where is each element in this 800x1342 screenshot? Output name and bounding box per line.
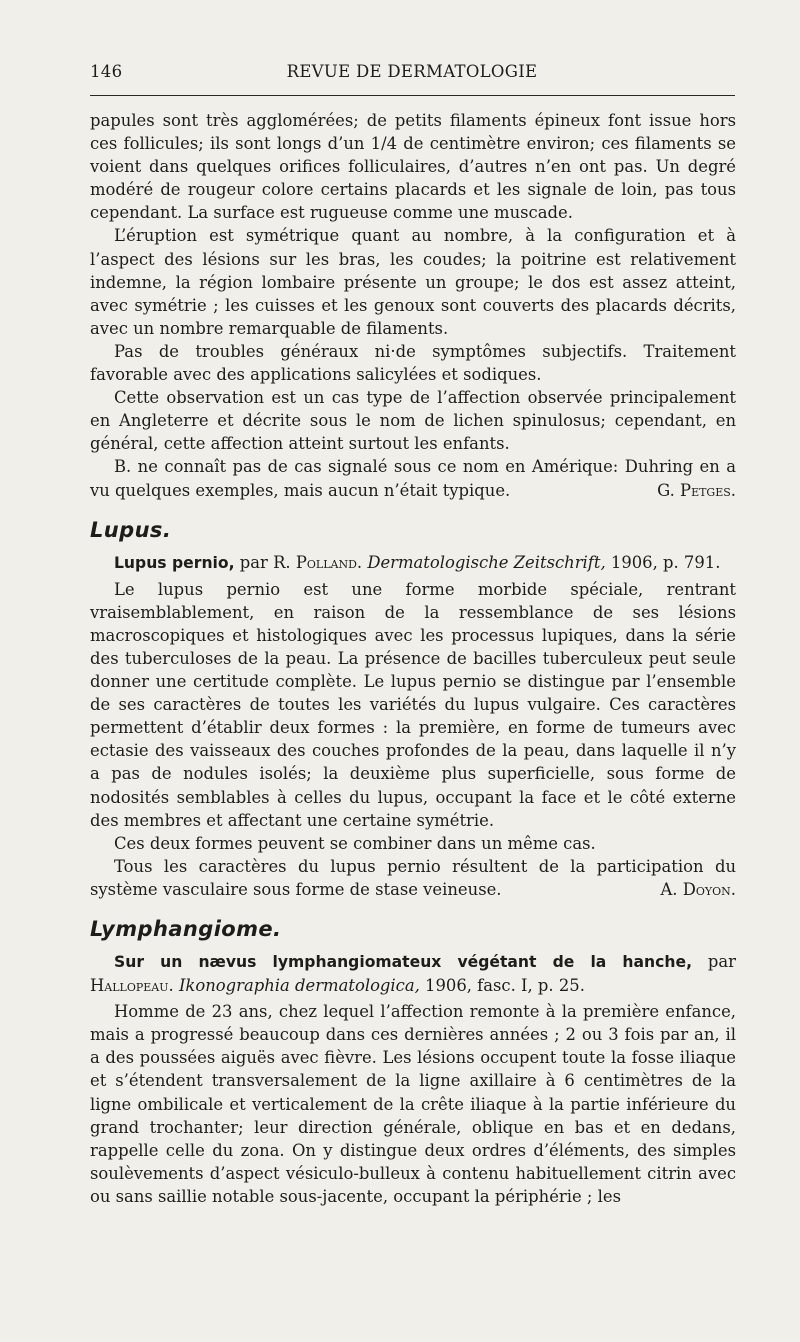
page-body xyxy=(90,109,736,1208)
article-title: Sur un nævus lymphangiomateux végétant de la hanche, xyxy=(114,953,692,971)
signature: A. Doyon. xyxy=(660,879,736,899)
paragraph-text: B. ne connaît pas de cas signalé sous ce nom en Amérique: Duhring en a vu quelques exemples, mais aucun n’était typique. xyxy=(90,457,736,500)
signature: G. Petges. xyxy=(657,480,736,500)
section-heading-lupus: Lupus. xyxy=(90,517,172,542)
article-reference xyxy=(90,950,736,997)
header-rule xyxy=(90,95,735,96)
citation: 1906, fasc. I, p. 25. xyxy=(425,976,585,996)
section-heading-lymphangiome: Lymphangiome. xyxy=(90,917,282,941)
journal-name: Dermatologische Zeitschrift, xyxy=(367,552,606,572)
byline-par: par xyxy=(239,552,268,572)
body-paragraph xyxy=(90,855,736,901)
page-number: 146 xyxy=(90,62,123,81)
body-paragraph: Homme de 23 ans, chez lequel l’affection remonte à la première enfance, mais a progressé beaucoup dans ces dernières années ; 2 ou 3 fois par an, il a des poussées aiguës avec fièvre. Les lésions occupent toute la fosse iliaque et s’étendent transversalement de la ligne axillaire à 6 centimètres de la ligne ombilicale et verticalement de la crête iliaque à la partie inférieure du grand trochanter; leur direction générale, oblique en bas et en dedans, rappelle celle du zona. On y distingue deux ordres d’éléments, des simples soulèvements d’aspect vésiculo-bulleux à contenu habituellement citrin avec ou sans saillie notable sous-jacente, occupant la périphérie ; les xyxy=(90,1002,736,1206)
running-head xyxy=(90,62,734,86)
journal-name: Ikonographia dermatologica, xyxy=(178,976,420,996)
body-paragraph xyxy=(90,455,736,501)
body-paragraph: Cette observation est un cas type de l’affection observée principalement en Angleterre et décrite sous le nom de lichen spinulosus; cependant, en général, cette affection atteint surtout les enfants. xyxy=(90,388,736,454)
body-paragraph: papules sont très agglomérées; de petits filaments épineux font issue hors ces follicules; ils sont longs d’un 1/4 de centimètre environ; ces filaments se voient dans quelques orifices folliculaires, d’autres n’en ont pas. Un degré modéré de rougeur colore certains placards et les signale de loin, pas tous cependant. La surface est rugueuse comme une muscade. xyxy=(90,111,736,223)
paragraph-text: Tous les caractères du lupus pernio résultent de la participation du système vasculaire sous forme de stase veineuse. xyxy=(90,856,736,899)
article-title: Lupus pernio, xyxy=(114,553,235,572)
citation: 1906, p. 791. xyxy=(610,552,721,572)
article-author: Hallopeau. xyxy=(90,976,174,996)
byline-par: par xyxy=(707,952,736,971)
journal-title: REVUE DE DERMATOLOGIE xyxy=(286,62,538,81)
body-paragraph: Le lupus pernio est une forme morbide spéciale, rentrant vraisemblablement, en raison de la ressemblance de ses lésions macroscopiques et histologiques avec les processus lupiques, dans la série des tuberculoses de la peau. La présence de bacilles tuberculeux peut seule donner une certitude complète. Le lupus pernio se distingue par l’ensemble de ses caractères de toutes les variétés du lupus vulgaire. Ces caractères permettent d’établir deux formes : la première, en forme de tumeurs avec ectasie des vaisseaux des couches profondes de la peau, dans laquelle il n’y a pas de nodules isolés; la deuxième plus superficielle, sous forme de nodosités semblables à celles du lupus, occupant la face et le côté externe des membres et affectant une certaine symétrie. xyxy=(90,579,736,830)
body-paragraph: Pas de troubles généraux ni·de symptômes subjectifs. Traitement favorable avec des applications salicylées et sodiques. xyxy=(90,341,736,385)
article-reference xyxy=(90,551,736,575)
body-paragraph: Ces deux formes peuvent se combiner dans un même cas. xyxy=(114,833,596,853)
article-author: R. Polland. xyxy=(273,552,363,572)
body-paragraph: L’éruption est symétrique quant au nombre, à la configuration et à l’aspect des lésions sur les bras, les coudes; la poitrine est relativement indemne, la région lombaire présente un groupe; le dos est assez atteint, avec symétrie ; les cuisses et les genoux sont couverts des placards décrits, avec un nombre remarquable de filaments. xyxy=(90,226,736,338)
